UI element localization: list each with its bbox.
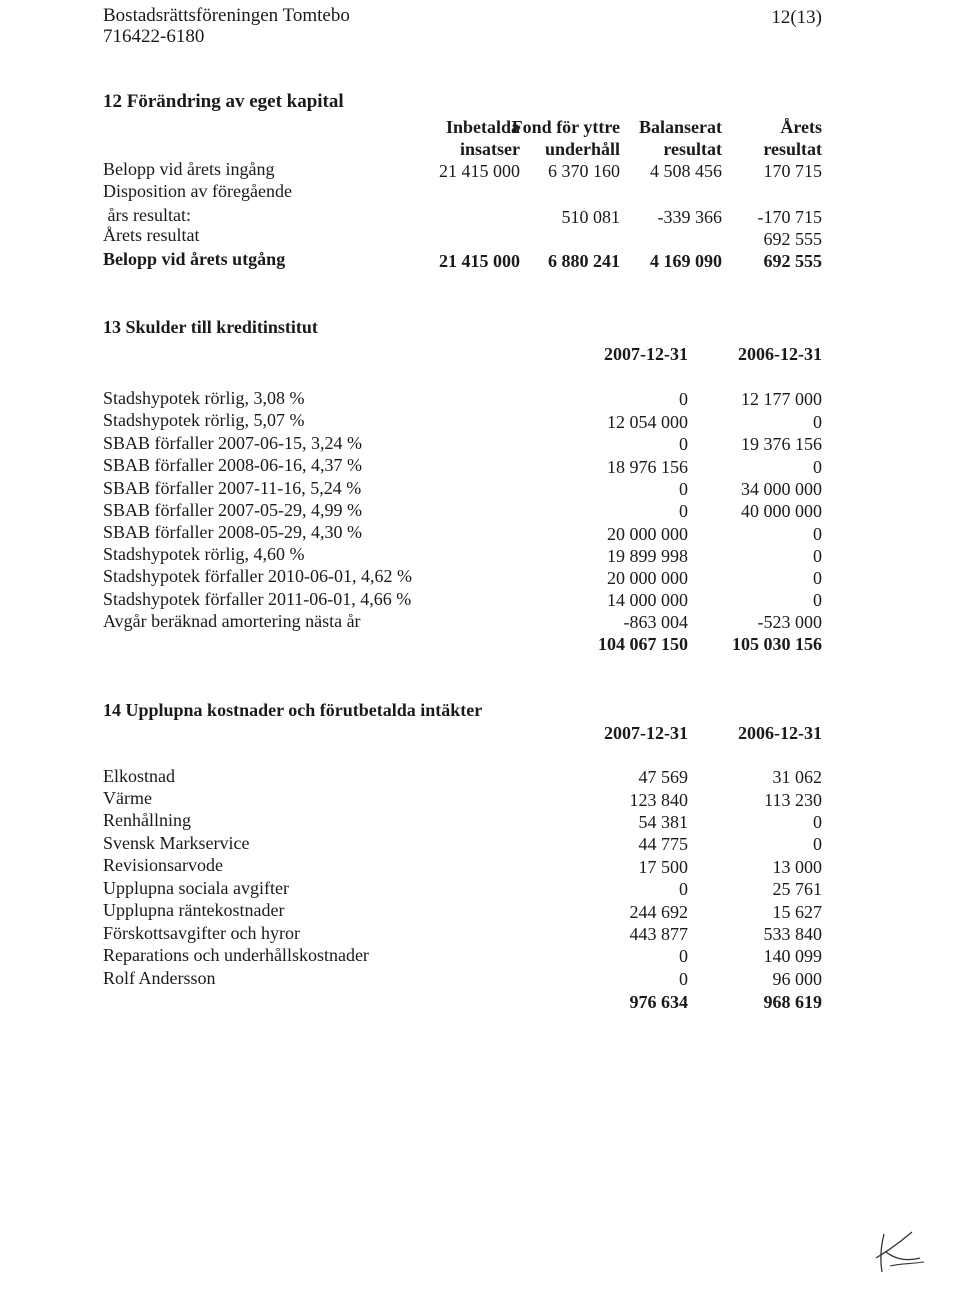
note13-row-value: 12 054 000 — [607, 412, 688, 432]
note14-row-value: 15 627 — [772, 902, 822, 922]
note14-row-value: 13 000 — [772, 857, 822, 877]
note13-col1-header: 2007-12-31 — [604, 344, 688, 364]
note14-row-label: Förskottsavgifter och hyror — [103, 923, 300, 943]
note13-row-label: Stadshypotek rörlig, 5,07 % — [103, 410, 305, 430]
note13-row-value: 0 — [813, 568, 822, 588]
note12-row-value: 170 715 — [763, 161, 822, 181]
note12-row-label: Belopp vid årets ingång — [103, 159, 275, 179]
note14-title: 14 Upplupna kostnader och förutbetalda intäkter — [103, 700, 483, 720]
note13-total: 104 067 150 — [598, 634, 688, 654]
org-number: 716422-6180 — [103, 26, 205, 47]
note12-row-value: 21 415 000 — [439, 161, 520, 181]
note13-row-value: 0 — [813, 590, 822, 610]
note13-row-label: Stadshypotek rörlig, 4,60 % — [103, 544, 305, 564]
note13-row-value: 20 000 000 — [607, 524, 688, 544]
note12-col1-header-line1: Inbetalda — [445, 117, 520, 137]
note13-row-value: 0 — [813, 412, 822, 432]
note13-row-value: 12 177 000 — [741, 389, 822, 409]
note13-row-value: 14 000 000 — [607, 590, 688, 610]
note12-row-value: 6 370 160 — [548, 161, 620, 181]
note12-row-value: 21 415 000 — [439, 251, 520, 271]
note12-row-label: Belopp vid årets utgång — [103, 249, 286, 269]
note13-row-value: -523 000 — [757, 612, 822, 632]
note14-row-value: 0 — [813, 834, 822, 854]
note12-col2-header-line1: Fond för yttre — [511, 117, 620, 137]
note13-row-label: SBAB förfaller 2007-06-15, 3,24 % — [103, 433, 362, 453]
note12-row-value: 4 508 456 — [650, 161, 722, 181]
org-name: Bostadsrättsföreningen Tomtebo — [103, 5, 350, 26]
note13-row-label: Stadshypotek rörlig, 3,08 % — [103, 388, 305, 408]
note14-row-label: Reparations och underhållskostnader — [103, 945, 369, 965]
note12-title: 12 Förändring av eget kapital — [103, 91, 344, 112]
note12-col4-header-line2: resultat — [763, 139, 822, 159]
note13-row-value: 0 — [813, 457, 822, 477]
note14-row-value: 0 — [679, 969, 688, 989]
note12-col4-header-line1: Årets — [780, 117, 822, 137]
note12-row-label: års resultat: — [103, 205, 191, 225]
note13-col2-header: 2006-12-31 — [738, 344, 822, 364]
note14-row-value: 25 761 — [772, 879, 822, 899]
signature-initials — [868, 1222, 930, 1278]
note14-row-label: Elkostnad — [103, 766, 175, 786]
note13-row-value: 18 976 156 — [607, 457, 688, 477]
note12-row-value: 510 081 — [561, 207, 620, 227]
note13-total: 105 030 156 — [732, 634, 822, 654]
note13-row-value: 0 — [679, 434, 688, 454]
note14-total: 968 619 — [763, 992, 822, 1012]
note13-row-label: Stadshypotek förfaller 2011-06-01, 4,66 % — [103, 589, 412, 609]
note14-row-label: Revisionsarvode — [103, 855, 223, 875]
note13-row-value: 19 376 156 — [741, 434, 822, 454]
note13-row-value: 0 — [679, 389, 688, 409]
note12-col3-header-line1: Balanserat — [639, 117, 722, 137]
note14-row-value: 44 775 — [638, 834, 688, 854]
note13-row-value: -863 004 — [623, 612, 688, 632]
note14-row-value: 533 840 — [763, 924, 822, 944]
note12-row-value: -339 366 — [657, 207, 722, 227]
note14-row-value: 47 569 — [638, 767, 688, 787]
note13-row-value: 0 — [813, 524, 822, 544]
note14-row-value: 113 230 — [764, 790, 822, 810]
note14-row-label: Värme — [103, 788, 152, 808]
note14-total: 976 634 — [629, 992, 688, 1012]
page-number: 12(13) — [771, 7, 822, 28]
note13-row-value: 0 — [679, 501, 688, 521]
note14-row-value: 244 692 — [629, 902, 688, 922]
note14-row-value: 17 500 — [638, 857, 688, 877]
note13-row-value: 0 — [813, 546, 822, 566]
note12-row-value: 692 555 — [763, 251, 822, 271]
note12-col1-header-line2: insatser — [460, 139, 520, 159]
note13-row-label: SBAB förfaller 2008-05-29, 4,30 % — [103, 522, 362, 542]
note13-row-value: 19 899 998 — [607, 546, 688, 566]
note14-row-value: 140 099 — [763, 946, 822, 966]
note14-row-label: Renhållning — [103, 810, 191, 830]
note13-row-label: SBAB förfaller 2007-05-29, 4,99 % — [103, 500, 362, 520]
note14-row-label: Svensk Markservice — [103, 833, 250, 853]
note12-row-value: -170 715 — [757, 207, 822, 227]
note13-row-label: Stadshypotek förfaller 2010-06-01, 4,62 % — [103, 566, 412, 586]
note14-col2-header: 2006-12-31 — [738, 723, 822, 743]
note14-row-value: 0 — [813, 812, 822, 832]
note13-row-value: 34 000 000 — [741, 479, 822, 499]
note14-row-value: 31 062 — [772, 767, 822, 787]
note12-row-value: 6 880 241 — [548, 251, 620, 271]
note13-row-label: SBAB förfaller 2008-06-16, 4,37 % — [103, 455, 362, 475]
note14-row-label: Upplupna räntekostnader — [103, 900, 285, 920]
note14-row-label: Rolf Andersson — [103, 968, 216, 988]
note14-row-label: Upplupna sociala avgifter — [103, 878, 289, 898]
note12-row-value: 692 555 — [763, 229, 822, 249]
note13-row-value: 40 000 000 — [741, 501, 822, 521]
note14-row-value: 123 840 — [629, 790, 688, 810]
note14-row-value: 0 — [679, 879, 688, 899]
note12-col3-header-line2: resultat — [663, 139, 722, 159]
note12-col2-header-line2: underhåll — [544, 139, 620, 159]
note12-row-value: 4 169 090 — [650, 251, 722, 271]
note13-title: 13 Skulder till kreditinstitut — [103, 317, 318, 337]
note14-col1-header: 2007-12-31 — [604, 723, 688, 743]
note12-row-label: Disposition av föregående — [103, 181, 292, 201]
note12-row-label: Årets resultat — [103, 225, 200, 245]
note14-row-value: 54 381 — [638, 812, 688, 832]
note13-row-value: 0 — [679, 479, 688, 499]
note14-row-value: 0 — [679, 946, 688, 966]
note14-row-value: 443 877 — [629, 924, 688, 944]
note13-row-label: Avgår beräknad amortering nästa år — [103, 611, 361, 631]
note13-row-label: SBAB förfaller 2007-11-16, 5,24 % — [103, 478, 362, 498]
note13-row-value: 20 000 000 — [607, 568, 688, 588]
note14-row-value: 96 000 — [772, 969, 822, 989]
